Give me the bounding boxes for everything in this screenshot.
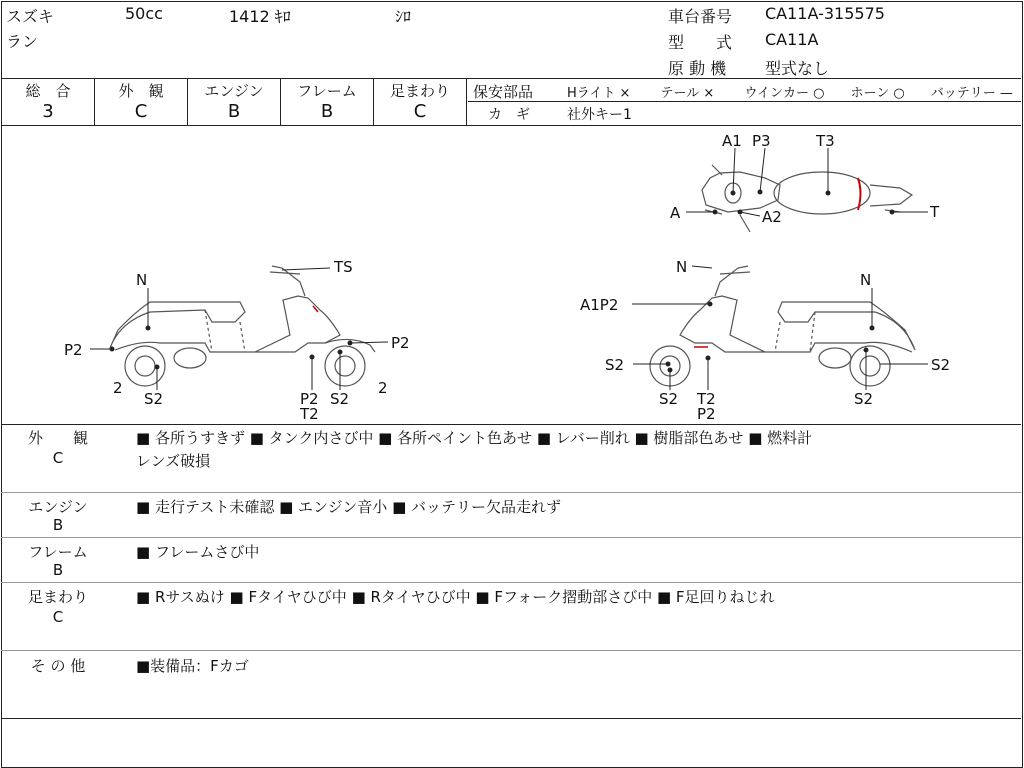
type-value: CA11A bbox=[765, 30, 819, 49]
label-right-A1P2: A1P2 bbox=[580, 296, 619, 314]
label-top-P3: P3 bbox=[752, 132, 771, 150]
engine-model-label: 原 動 機 bbox=[668, 59, 727, 78]
divider bbox=[1, 537, 1021, 538]
divider bbox=[1, 424, 1021, 425]
section-engine-line1: ■ 走行テスト未確認 ■ エンジン音小 ■ バッテリー欠品走れず bbox=[136, 498, 562, 516]
label-top-A1: A1 bbox=[722, 132, 742, 150]
grade-total-label: 総 合 bbox=[25, 82, 71, 100]
engine-model-value: 型式なし bbox=[765, 59, 830, 78]
section-engine-label: エンジン bbox=[28, 498, 88, 516]
divider bbox=[1, 718, 1021, 719]
grade-exterior-label: 外 観 bbox=[118, 82, 164, 100]
frame-no: CA11A-315575 bbox=[765, 4, 885, 23]
label-left-N: N bbox=[136, 271, 148, 289]
damage-mark-tank bbox=[858, 178, 861, 210]
label-left-S2a: S2 bbox=[144, 390, 164, 408]
divider bbox=[1, 78, 1021, 79]
label-right-P2: P2 bbox=[697, 405, 716, 423]
section-exterior-line1: ■ 各所うすきず ■ タンク内さび中 ■ 各所ペイント色あせ ■ レバー削れ ■ 樹脂部色あせ ■ 燃料計 bbox=[136, 429, 813, 447]
label-right-N1: N bbox=[676, 258, 688, 276]
section-suspension-label: 足まわり bbox=[27, 588, 88, 606]
displacement: 50cc bbox=[125, 4, 163, 23]
label-right-S2a: S2 bbox=[605, 356, 625, 374]
left-view-scooter bbox=[110, 266, 375, 386]
grade-suspension-value: C bbox=[413, 101, 427, 122]
section-exterior-grade: C bbox=[52, 449, 64, 467]
section-frame-grade: B bbox=[52, 561, 64, 579]
grade-engine-label: エンジン bbox=[204, 82, 264, 100]
section-frame-line1: ■ フレームさび中 bbox=[136, 543, 260, 561]
section-suspension-line1: ■ Rサスぬけ ■ Fタイヤひび中 ■ Rタイヤひび中 ■ Fフォーク摺動部さび中 ■ F足回りねじれ bbox=[136, 588, 775, 606]
divider bbox=[466, 78, 467, 125]
grade-engine-value: B bbox=[227, 101, 241, 122]
right-view-scooter bbox=[650, 266, 915, 386]
divider bbox=[468, 101, 1021, 102]
divider bbox=[1, 650, 1021, 651]
section-other-label: そ の 他 bbox=[30, 657, 86, 675]
label-left-2b: 2 bbox=[378, 379, 388, 397]
label-left-P2b: P2 bbox=[391, 334, 410, 352]
label-top-A: A bbox=[670, 204, 681, 222]
grade-frame-value: B bbox=[320, 101, 334, 122]
model-name: ラン bbox=[6, 32, 39, 51]
label-right-S2b: S2 bbox=[659, 390, 679, 408]
label-left-P2c: P2 bbox=[300, 390, 319, 408]
damage-diagram bbox=[0, 126, 1022, 424]
label-right-S2c: S2 bbox=[931, 356, 951, 374]
label-right-T2: T2 bbox=[697, 390, 716, 408]
section-exterior-label: 外 観 bbox=[27, 429, 88, 447]
frame-no-label: 車台番号 bbox=[668, 7, 733, 26]
label-right-N2: N bbox=[860, 271, 872, 289]
label-top-T: T bbox=[930, 203, 940, 221]
label-top-A2: A2 bbox=[762, 208, 782, 226]
grade-frame-label: フレーム bbox=[297, 82, 357, 100]
divider bbox=[1, 492, 1021, 493]
type-label: 型 式 bbox=[668, 33, 733, 52]
label-left-2a: 2 bbox=[113, 379, 123, 397]
grade-exterior-value: C bbox=[134, 101, 148, 122]
safety-label: 保安部品 bbox=[473, 83, 534, 101]
section-other-line1: ■装備品：Fカゴ bbox=[136, 657, 249, 675]
safety-items: Hライト × テール × ウインカー ○ ホーン ○ バッテリー — bbox=[567, 86, 1013, 101]
key-label: カ ギ bbox=[488, 107, 530, 123]
mileage: 1412 ｷﾛ bbox=[229, 7, 291, 26]
section-engine-grade: B bbox=[52, 516, 64, 534]
grade-total-value: 3 bbox=[42, 101, 54, 122]
label-left-P2a: P2 bbox=[64, 341, 83, 359]
grade-suspension-label: 足まわり bbox=[389, 82, 450, 100]
divider bbox=[1, 582, 1021, 583]
section-suspension-grade: C bbox=[52, 608, 64, 626]
maker-name: スズキ bbox=[6, 7, 55, 26]
label-left-S2b: S2 bbox=[330, 390, 350, 408]
label-left-TS: TS bbox=[334, 258, 353, 276]
color: ｼﾛ bbox=[395, 7, 412, 26]
label-left-T2: T2 bbox=[300, 405, 319, 423]
section-exterior-line2: レンズ破損 bbox=[136, 452, 211, 470]
key-value: 社外キー1 bbox=[567, 107, 632, 123]
label-top-T3: T3 bbox=[816, 132, 835, 150]
section-frame-label: フレーム bbox=[28, 543, 88, 561]
label-right-S2d: S2 bbox=[854, 390, 874, 408]
